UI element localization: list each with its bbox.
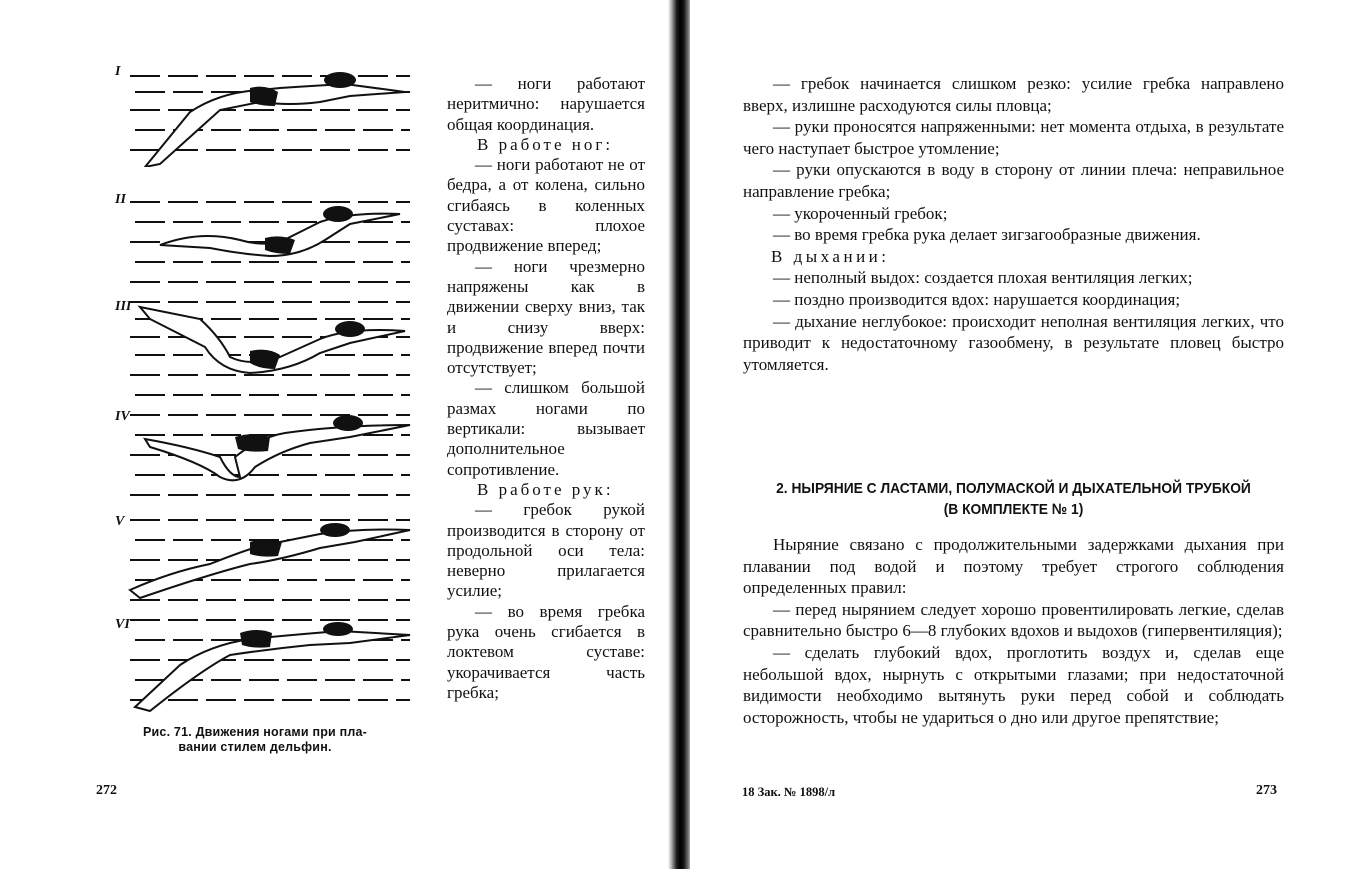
swimmer-drawing [110,512,420,617]
paragraph: — ноги чрезмерно напряжены как в движении сверху вниз, так и снизу вверх: продвижение вперед почти отсутствует; [447,256,645,378]
paragraph: — неполный выдох: создается плохая вентиляция легких; [773,268,1193,288]
paragraph: — ноги работают неритмично: нарушается общая координация. [447,74,645,134]
panel-label: I [115,64,121,79]
section-heading [765,478,1263,520]
figure-panel-3 [110,297,420,402]
section-subheading: В работе ног: [477,134,614,154]
paragraph: — во время гребка рука делает зигзагообразные движения. [773,225,1201,245]
page-number-left: 272 [96,783,117,798]
figure-panel-5 [110,512,420,617]
swimmer-drawing [110,407,420,512]
right-text-column-2 [743,534,1284,728]
printer-signature: 18 Зак. № 1898/л [742,785,836,799]
swimmer-drawing [110,297,420,402]
panel-label: IV [115,409,130,424]
book-gutter [668,0,692,869]
page-number-right: 273 [1256,783,1277,798]
figure-panel-2 [110,190,420,295]
paragraph: — гребок начинается слишком резко: усилие гребка направлено вверх, излишне расходуются силы пловца; [743,74,1284,115]
figure-panel-6 [110,615,420,720]
panel-label: V [115,514,125,529]
left-page [0,0,670,869]
heading-line: 2. НЫРЯНИЕ С ЛАСТАМИ, ПОЛУМАСКОЙ И ДЫХАТЕЛЬНОЙ ТРУБКОЙ [776,480,1251,497]
paragraph: — перед нырянием следует хорошо провентилировать легкие, сделав сравнительно быстро 6—8 глубоких вдохов и выдохов (гипервентиляция); [743,599,1284,641]
figure-panel-4 [110,407,420,512]
paragraph: — во время гребка рука очень сгибается в локтевом суставе: укорачивается часть гребка; [447,601,645,702]
paragraph: — ноги работают не от бедра, а от колена, сильно сгибаясь в коленных суставах: плохое продвижение вперед; [447,155,645,256]
figure-panel-1 [110,62,420,167]
paragraph: — сделать глубокий вдох, проглотить воздух и, сделав еще небольшой вдох, нырнуть с открытыми глазами; при недостаточной видимости необходимо вытянуть руки перед собой и соблюдать осторожность, чтобы не удариться о дно или другое препятствие; [743,642,1284,727]
panel-label: II [115,192,126,207]
swimmer-drawing [110,190,420,295]
section-subheading: В дыхании: [771,246,890,266]
right-text-column [743,73,1284,375]
swimmer-drawing [110,615,420,720]
paragraph: — гребок рукой производится в сторону от продольной оси тела: неверно прилагается усилие; [447,500,645,601]
figure-caption [100,725,410,755]
left-text-column [447,74,645,703]
paragraph: — руки опускаются в воду в сторону от линии плеча: неправильное направление гребка; [743,160,1284,201]
panel-label: III [115,299,132,314]
paragraph: — руки проносятся напряженными: нет момента отдыха, в результате чего наступает быстрое утомление; [743,117,1284,158]
swimmer-drawing [110,62,420,167]
swimmer-figure [110,62,420,717]
paragraph: Ныряние связано с продолжительными задержками дыхания при плавании под водой и поэтому требует строгого соблюдения определенных правил: [743,535,1284,598]
paragraph: — дыхание неглубокое: происходит неполная вентиляция легких, что приводит к недостаточному газообмену, в результате пловец быстро утомляется. [743,311,1284,374]
paragraph: — укороченный гребок; [773,203,948,223]
paragraph: — поздно производится вдох: нарушается координация; [773,289,1181,309]
section-subheading: В работе рук: [477,479,614,499]
panel-label: VI [115,617,130,632]
caption-line: Рис. 71. Движения ногами при пла- [143,725,367,739]
right-page [690,0,1371,869]
heading-line: (В КОМПЛЕКТЕ № 1) [943,501,1084,518]
caption-line: вании стилем дельфин. [178,740,332,754]
paragraph: — слишком большой размах ногами по вертикали: вызывает дополнительное сопротивление. [447,378,645,479]
